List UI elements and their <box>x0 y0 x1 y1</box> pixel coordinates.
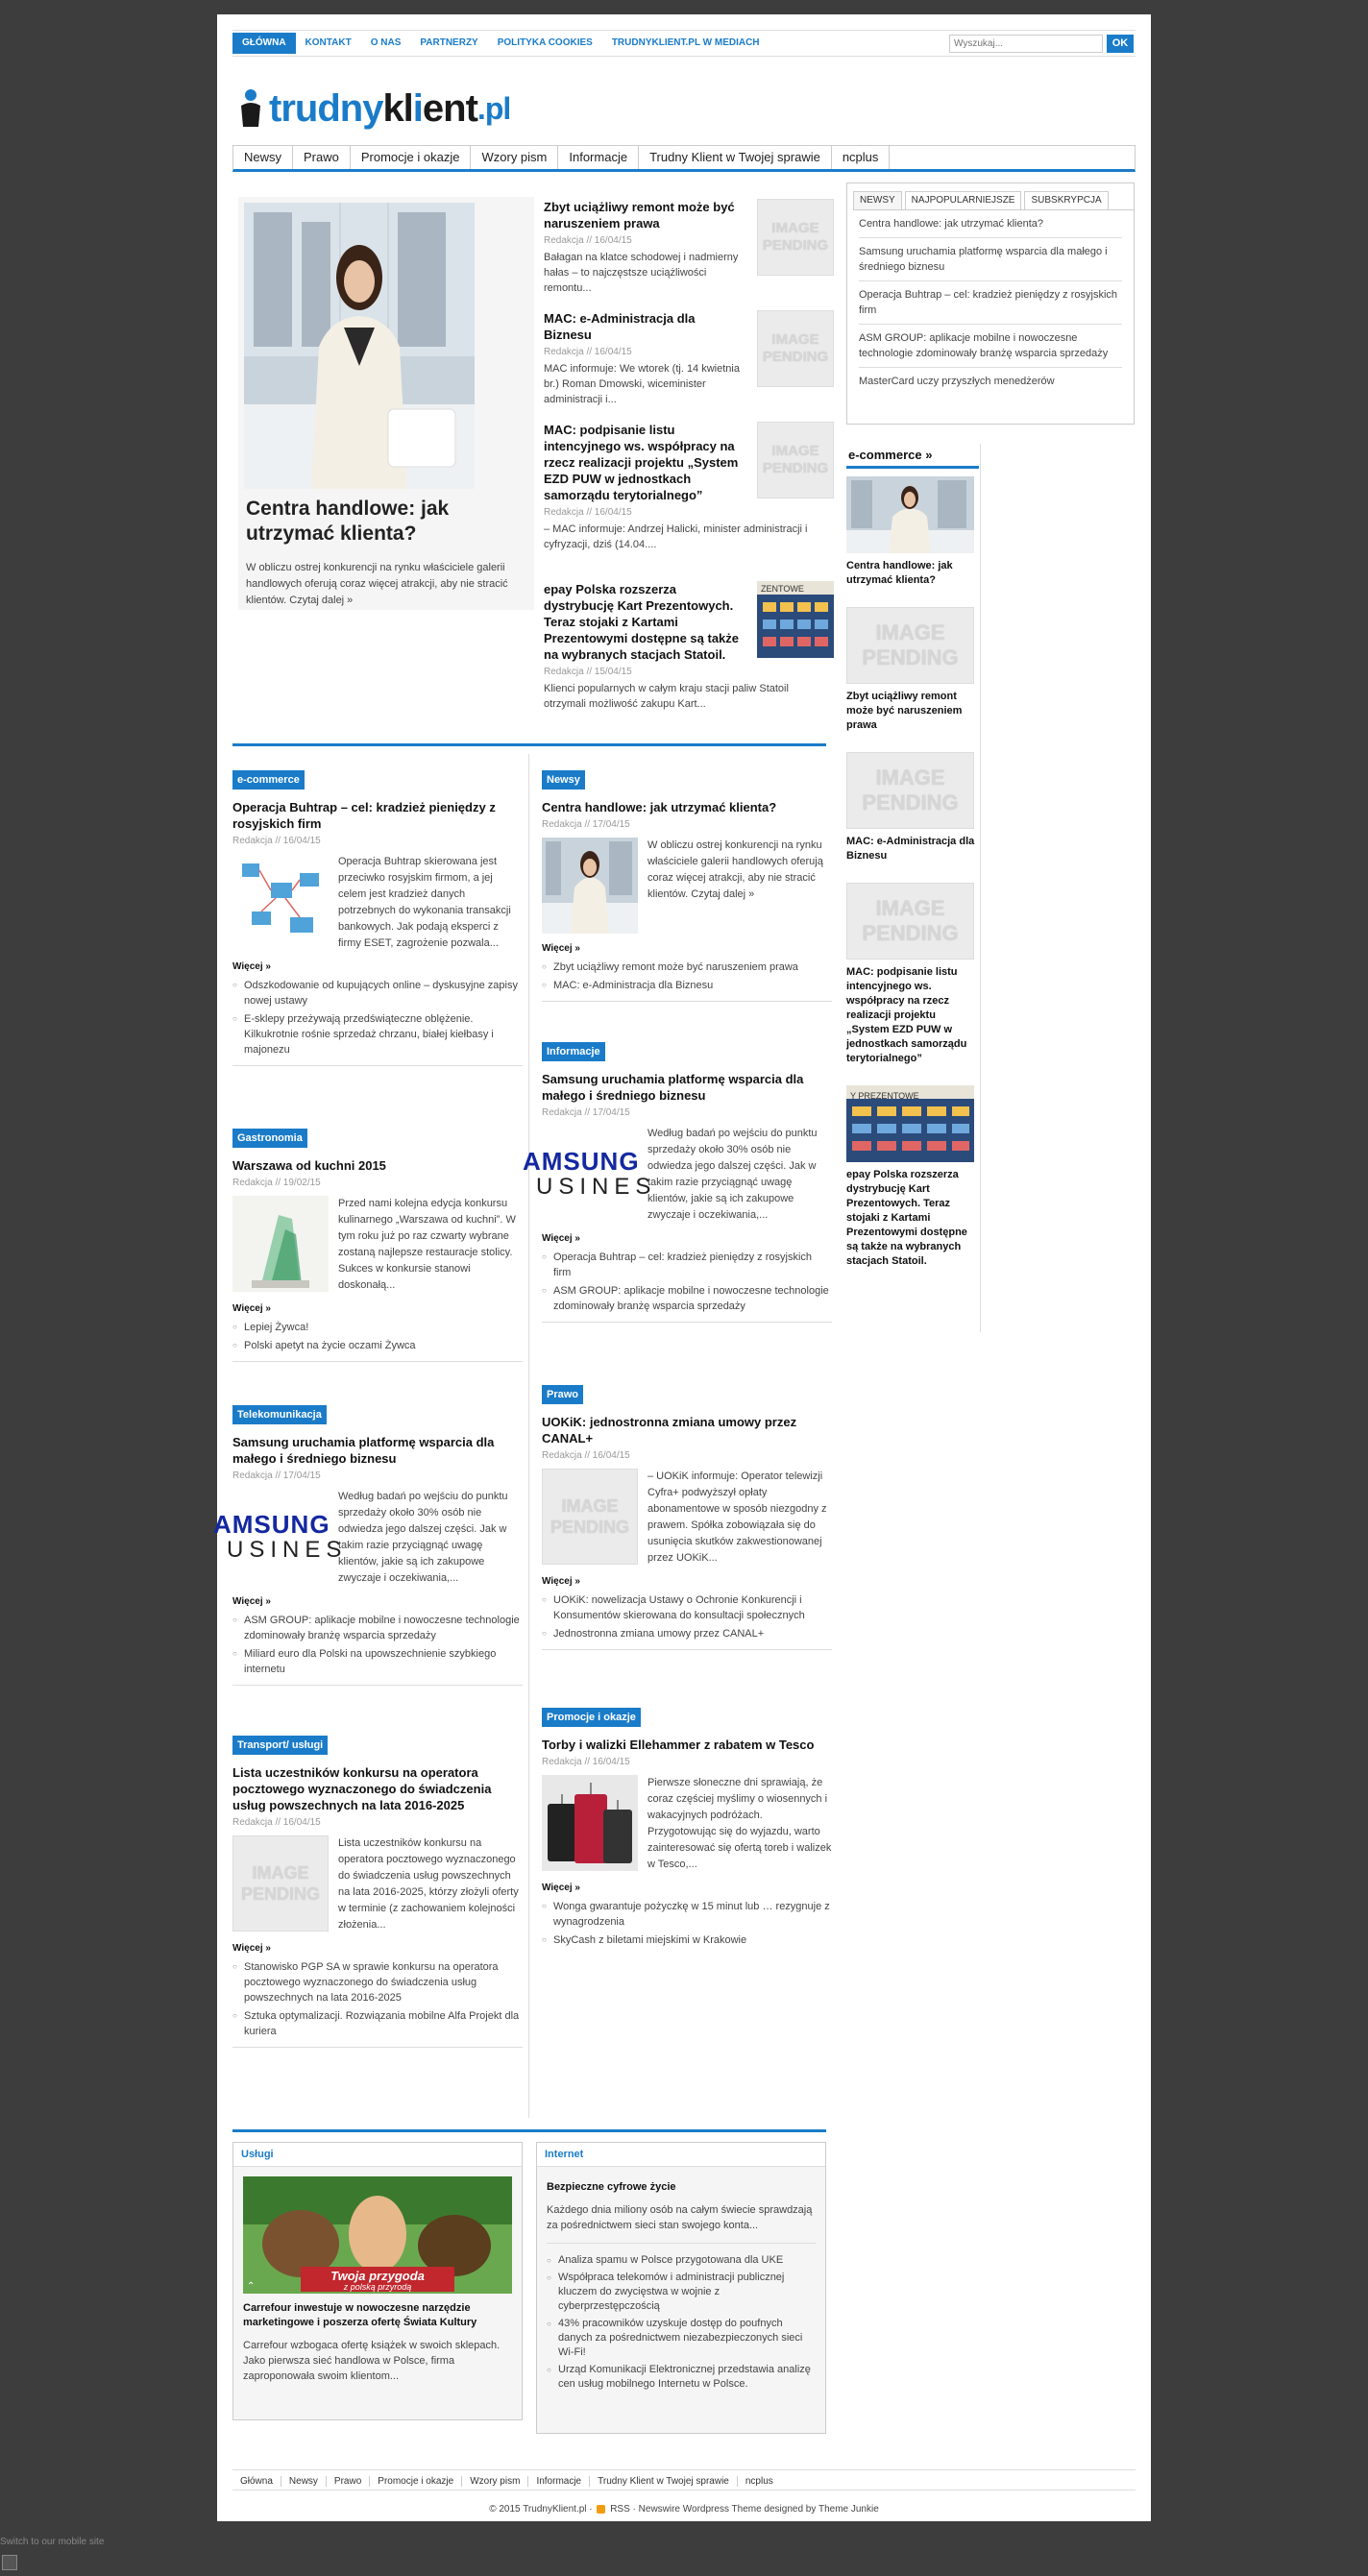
logo-part-2: kl <box>382 86 413 130</box>
category-article-excerpt: – UOKiK informuje: Operator telewizji Cyfra+ podwyższył opłaty abonamentowe w sposób niezgodny z prawem. Spółka zobowiązała się do usunięcia skutków zakwestionowanej przez UOKiK... <box>647 1470 827 1564</box>
pending-line-2: PENDING <box>862 790 959 814</box>
footer-link-label: Informacje <box>528 2476 590 2487</box>
footer-link-label: Promocje i okazje <box>370 2476 462 2487</box>
bottom-box-title[interactable]: Carrefour inwestuje w nowoczesne narzędzie marketingowe i poszerza ofertę Świata Kultury <box>243 2302 477 2328</box>
more-link[interactable]: Więcej » <box>542 1233 580 1244</box>
category-label[interactable]: Promocje i okazje <box>542 1708 641 1727</box>
category-article-excerpt: Według badań po wejściu do punktu sprzedaży około 30% osób nie odwiedza jego dalszej części. Jak w takim razie przyciągnąć uwagę klientów, jakie są ich zakupowe zwyczaje i oczekiwania,... <box>647 1128 818 1221</box>
footer-link-label: Wzory pism <box>462 2476 528 2487</box>
tab-list-item[interactable]: MasterCard uczy przyszłych menedżerów <box>859 376 1055 387</box>
category-article-meta: Redakcja // 17/04/15 <box>542 819 630 830</box>
side-article-excerpt: Klienci popularnych w całym kraju stacji paliw Statoil otrzymali możliwość zakupu Kart... <box>544 683 789 710</box>
sidebar-ecommerce-item <box>846 1085 977 1269</box>
side-article-meta: Redakcja // 15/04/15 <box>544 667 632 677</box>
category-block-newsy <box>542 770 832 1002</box>
category-label[interactable]: Newsy <box>542 770 585 790</box>
sidebar-ecommerce <box>846 444 981 1332</box>
pending-line-1: IMAGE <box>771 443 819 459</box>
logo-part-4: .pl <box>476 90 511 126</box>
samsung-business-logo[interactable] <box>523 1126 657 1222</box>
top-nav-cookies[interactable]: POLITYKA COOKIES <box>497 37 593 48</box>
footer-link-informacje[interactable] <box>528 2471 590 2489</box>
side-article-title[interactable]: epay Polska rozszerza dystrybucję Kart Prezentowych. Teraz stojaki z Kartami Prezentowymi dostępne są także na wybranych stacjach Statoil. <box>544 582 740 662</box>
bottom-box-heading[interactable]: Usługi <box>233 2143 522 2167</box>
category-block-ecommerce <box>232 770 523 1066</box>
menu-promocje[interactable]: Promocje i okazje <box>351 146 472 169</box>
divider <box>232 1065 523 1066</box>
pending-line-2: PENDING <box>550 1518 629 1537</box>
more-link[interactable]: Więcej » <box>232 961 271 972</box>
bottom-box-list <box>547 2253 816 2392</box>
divider <box>232 2129 826 2132</box>
footer-link-prawo[interactable] <box>327 2471 370 2489</box>
more-link[interactable]: Więcej » <box>232 1943 271 1954</box>
top-nav <box>232 30 1136 57</box>
sidebar-ecommerce-item <box>846 883 977 1066</box>
footer-link-trudny-klient[interactable] <box>590 2471 738 2489</box>
image-pending-thumb[interactable] <box>846 752 974 829</box>
samsung-logo-line-1: AMSUNG <box>213 1510 330 1539</box>
column-divider <box>528 754 529 2118</box>
mobile-icon[interactable] <box>2 2555 17 2570</box>
side-article-title[interactable]: Zbyt uciążliwy remont może być naruszeniem prawa <box>544 200 735 231</box>
footer-link-home[interactable] <box>232 2471 281 2489</box>
sidebar-tabs <box>846 182 1135 425</box>
logo-part-3: ent <box>422 86 477 130</box>
logo-i-glyph: i <box>412 86 423 130</box>
sidebar-item-image[interactable] <box>846 476 974 553</box>
list-item[interactable]: ○ Odszkodowanie od kupujących online – dyskusyjne zapisy nowej ustawy <box>232 978 523 1009</box>
footer-copyright <box>217 2504 1151 2515</box>
divider <box>232 1685 523 1686</box>
svg-text:ZENTOWE: ZENTOWE <box>761 584 804 594</box>
category-block-informacje <box>523 1042 832 1323</box>
samsung-business-logo[interactable] <box>213 1489 348 1585</box>
sidebar-ecommerce-item <box>846 607 977 733</box>
divider <box>542 1001 832 1002</box>
list-item[interactable]: ○ Miliard euro dla Polski na upowszechnienie szybkiego internetu <box>232 1646 523 1677</box>
footer-link-newsy[interactable] <box>281 2471 327 2489</box>
category-article-title[interactable]: UOKiK: jednostronna zmiana umowy przez CANAL+ <box>542 1415 797 1446</box>
logo-person-icon <box>238 88 263 129</box>
divider <box>232 2047 523 2048</box>
category-article-excerpt: Przed nami kolejna edycja konkursu kulinarnego „Warszawa od kuchni”. W tym roku już po raz czwarty wybrane zostaną najlepsze restauracje stolicy. Sukces w konkursie stanowi doskonałą... <box>338 1198 516 1291</box>
footer-link-label: ncplus <box>745 2476 773 2487</box>
tab-list-item[interactable]: Samsung uruchamia platformę wsparcia dla małego i średniego biznesu <box>859 238 1122 281</box>
tab-list <box>859 210 1122 395</box>
featured-read-more[interactable]: Czytaj dalej » <box>289 595 354 606</box>
side-article-meta: Redakcja // 16/04/15 <box>544 507 632 518</box>
samsung-logo-line-2: USINES <box>536 1174 657 1200</box>
category-more-list <box>232 1613 523 1677</box>
list-item[interactable]: ○ Analiza spamu w Polsce przygotowana dla UKE <box>547 2253 816 2268</box>
category-article-meta: Redakcja // 16/04/15 <box>232 836 321 846</box>
gift-card-stand-image[interactable] <box>846 1085 974 1162</box>
footer-link-label: Newsy <box>281 2476 327 2487</box>
pending-line-1: IMAGE <box>875 896 945 920</box>
category-more-list <box>542 1592 832 1641</box>
tab-list-item[interactable]: Centra handlowe: jak utrzymać klienta? <box>859 210 1122 238</box>
menu-trudny-klient[interactable]: Trudny Klient w Twojej sprawie <box>639 146 832 169</box>
image-pending-thumb[interactable] <box>757 310 834 387</box>
menu-newsy[interactable]: Newsy <box>233 146 293 169</box>
category-article-excerpt: Lista uczestników konkursu na operatora pocztowego wyznaczonego do świadczenia usług powszechnych na lata 2016-2025, którzy złożyli oferty w terminie (z zachowaniem kolejności złożenia... <box>338 1837 519 1931</box>
pending-line-1: IMAGE <box>252 1863 309 1883</box>
more-link[interactable]: Więcej » <box>542 943 580 954</box>
side-article-title[interactable]: MAC: podpisanie listu intencyjnego ws. współpracy na rzecz realizacji projektu „System EZD PUW w jednostkach samorządu terytorialnego” <box>544 423 739 502</box>
list-item[interactable]: ○ ASM GROUP: aplikacje mobilne i nowoczesne technologie zdominowały branżę wsparcia sprzedaży <box>542 1283 832 1314</box>
footer-link-label: Trudny Klient w Twojej sprawie <box>590 2476 738 2487</box>
footer-link-label: Prawo <box>327 2476 370 2487</box>
category-article-meta: Redakcja // 19/02/15 <box>232 1178 321 1188</box>
top-nav-about[interactable]: O NAS <box>370 37 402 48</box>
category-article-image[interactable] <box>542 1775 638 1871</box>
category-article-excerpt: Pierwsze słoneczne dni sprawiają, że coraz częściej myślimy o wiosennych i wakacyjnych podróżach. Przygotowując się do wyjazdu, warto zainteresować się ofertą toreb i walizek w Tesco,... <box>647 1777 832 1870</box>
category-article-title[interactable]: Torby i walizki Ellehammer z rabatem w Tesco <box>542 1738 815 1752</box>
category-more-list <box>232 1320 523 1353</box>
pending-line-2: PENDING <box>762 349 829 365</box>
divider <box>232 1361 523 1362</box>
bottom-box-heading[interactable]: Internet <box>537 2143 825 2167</box>
pending-line-1: IMAGE <box>875 766 945 790</box>
list-item[interactable]: ○ Współpraca telekomów i administracji publicznej kluczem do zwycięstwa w wojnie z cyberprzestępczością <box>547 2271 816 2314</box>
category-article-title[interactable]: Warszawa od kuchni 2015 <box>232 1158 386 1173</box>
sidebar-ecommerce-heading[interactable]: e-commerce » <box>846 444 979 469</box>
side-article-title[interactable]: MAC: e-Administracja dla Biznesu <box>544 311 696 342</box>
samsung-logo-line-1: AMSUNG <box>523 1147 640 1176</box>
footer-link-wzory[interactable] <box>462 2471 528 2489</box>
divider <box>542 1322 832 1323</box>
top-nav-home[interactable]: GŁÓWNA <box>232 33 296 54</box>
top-nav-contact[interactable]: KONTAKT <box>305 37 352 48</box>
pending-line-2: PENDING <box>862 645 959 669</box>
category-block-transport <box>232 1736 523 2048</box>
banner-text-1: Twoja przygoda <box>330 2269 425 2283</box>
pending-line-1: IMAGE <box>875 620 945 644</box>
category-article-title[interactable]: Samsung uruchamia platformę wsparcia dla małego i średniego biznesu <box>232 1435 495 1466</box>
sidebar-item-title[interactable]: Zbyt uciążliwy remont może być naruszeniem prawa <box>846 691 963 731</box>
page <box>213 14 1151 2521</box>
rss-link[interactable]: RSS <box>610 2504 630 2515</box>
sidebar-item-title[interactable]: MAC: podpisanie listu intencyjnego ws. współpracy na rzecz realizacji projektu „System EZD PUW w jednostkach samorządu terytorialnego” <box>846 966 967 1064</box>
bottom-box-uslugi <box>232 2142 523 2420</box>
side-article-meta: Redakcja // 16/04/15 <box>544 235 632 246</box>
category-label[interactable]: Prawo <box>542 1385 583 1404</box>
list-item[interactable]: ○ Wonga gwarantuje pożyczkę w 15 minut lub … rezygnuje z wynagrodzenia <box>542 1899 832 1930</box>
gift-card-banner-text: Y PREZENTOWE <box>850 1091 919 1101</box>
category-article-image[interactable] <box>232 1196 329 1292</box>
category-block-prawo <box>542 1385 832 1650</box>
more-link[interactable]: Więcej » <box>542 1883 580 1893</box>
category-more-list <box>542 1899 832 1948</box>
category-more-list <box>232 978 523 1057</box>
list-item[interactable]: ○ Polski apetyt na życie oczami Żywca <box>232 1338 523 1353</box>
sidebar-ecommerce-item <box>846 752 977 863</box>
list-item[interactable]: ○ 43% pracowników uzyskuje dostęp do poufnych danych za pośrednictwem niezabezpieczonych sieci Wi-Fi! <box>547 2317 816 2360</box>
list-item[interactable]: ○ ASM GROUP: aplikacje mobilne i nowoczesne technologie zdominowały branżę wsparcia sprzedaży <box>232 1613 523 1643</box>
image-pending-thumb[interactable] <box>757 422 834 498</box>
mobile-site-link[interactable]: Switch to our mobile site <box>0 2537 105 2547</box>
list-item[interactable]: ○ Jednostronna zmiana umowy przez CANAL+ <box>542 1626 832 1641</box>
category-article-meta: Redakcja // 17/04/15 <box>232 1470 321 1481</box>
category-article-excerpt: W obliczu ostrej konkurencji na rynku właściciele galerii handlowych oferują coraz więcej atrakcji, aby nie stracić klientów. Czytaj dalej » <box>647 839 823 900</box>
pending-line-2: PENDING <box>862 921 959 945</box>
menu-ncplus[interactable]: ncplus <box>832 146 891 169</box>
pending-line-2: PENDING <box>240 1884 320 1904</box>
category-article-meta: Redakcja // 16/04/15 <box>232 1817 321 1828</box>
bottom-box-title[interactable]: Bezpieczne cyfrowe życie <box>547 2181 676 2193</box>
copyright-text: © 2015 TrudnyKlient.pl · <box>489 2504 593 2515</box>
side-article-3 <box>544 422 834 583</box>
image-pending-thumb[interactable] <box>846 883 974 960</box>
search-input[interactable] <box>949 35 1103 53</box>
tab-list-item[interactable]: Operacja Buhtrap – cel: kradzież pieniędzy z rosyjskich firm <box>859 281 1122 325</box>
sidebar-item-title[interactable]: Centra handlowe: jak utrzymać klienta? <box>846 560 953 586</box>
menu-prawo[interactable]: Prawo <box>293 146 351 169</box>
category-label[interactable]: e-commerce <box>232 770 305 790</box>
menu-informacje[interactable]: Informacje <box>558 146 639 169</box>
list-item[interactable]: ○ SkyCash z biletami miejskimi w Krakowie <box>542 1932 832 1948</box>
featured-excerpt-text: W obliczu ostrej konkurencji na rynku właściciele galerii handlowych oferują coraz więcej atrakcji, aby nie stracić klientów. <box>246 562 508 606</box>
pending-line-1: IMAGE <box>771 331 819 348</box>
category-article-image[interactable] <box>232 854 329 950</box>
credit-text: · Newswire Wordpress Theme designed by Theme Junkie <box>632 2504 879 2515</box>
pending-line-1: IMAGE <box>771 220 819 236</box>
sidebar-item-title[interactable]: epay Polska rozszerza dystrybucję Kart Prezentowych. Teraz stojaki z Kartami Prezentowymi dostępne są także na wybranych stacjach Statoil. <box>846 1169 967 1267</box>
main-menu <box>232 145 1136 172</box>
category-article-title[interactable]: Samsung uruchamia platformę wsparcia dla małego i średniego biznesu <box>542 1072 804 1103</box>
footer-link-promocje[interactable] <box>370 2471 462 2489</box>
category-more-list <box>542 1250 832 1314</box>
category-article-image[interactable] <box>542 838 638 934</box>
category-article-title[interactable]: Operacja Buhtrap – cel: kradzież pieniędzy z rosyjskich firm <box>232 800 496 831</box>
divider <box>232 743 826 746</box>
bottom-box-internet <box>536 2142 826 2434</box>
image-pending-thumb[interactable] <box>846 607 974 684</box>
logo-part-1: trudny <box>269 86 383 130</box>
featured-image[interactable] <box>244 203 475 489</box>
category-article-excerpt: Według badań po wejściu do punktu sprzedaży około 30% osób nie odwiedza jego dalszej części. Jak w takim razie przyciągnąć uwagę klientów, jakie są ich zakupowe zwyczaje i oczekiwania,... <box>338 1491 508 1584</box>
tab-subscribe[interactable]: SUBSKRYPCJA <box>1024 191 1108 209</box>
bottom-box-excerpt: Każdego dnia miliony osób na całym świecie sprawdzają za pośrednictwem sieci stan swojego konta... <box>547 2204 813 2231</box>
side-article-meta: Redakcja // 16/04/15 <box>544 347 632 357</box>
tab-popular[interactable]: NAJPOPULARNIEJSZE <box>905 191 1022 209</box>
category-label[interactable]: Gastronomia <box>232 1129 307 1148</box>
divider <box>542 1649 832 1650</box>
list-item[interactable]: ○ Lepiej Żywca! <box>232 1320 523 1335</box>
image-pending-thumb[interactable] <box>542 1469 638 1565</box>
bottom-box-image[interactable] <box>243 2176 512 2294</box>
category-block-gastronomia <box>232 1129 523 1362</box>
category-article-meta: Redakcja // 16/04/15 <box>542 1450 630 1461</box>
more-link[interactable]: Więcej » <box>232 1303 271 1314</box>
category-more-list <box>542 960 832 993</box>
side-article-excerpt: – MAC informuje: Andrzej Halicki, minister administracji i cyfryzacji, dziś (14.04.... <box>544 523 808 550</box>
banner-text-2: z polską przyrodą <box>343 2282 412 2292</box>
side-article-1 <box>544 199 834 304</box>
tab-newsy[interactable]: NEWSY <box>853 191 902 209</box>
pending-line-1: IMAGE <box>561 1496 619 1516</box>
search-button[interactable]: OK <box>1107 35 1134 53</box>
list-item[interactable]: ○ MAC: e-Administracja dla Biznesu <box>542 978 832 993</box>
featured-excerpt <box>246 560 525 609</box>
divider <box>547 2243 816 2244</box>
category-label[interactable]: Informacje <box>542 1042 605 1061</box>
list-item[interactable]: ○ Operacja Buhtrap – cel: kradzież pieniędzy z rosyjskich firm <box>542 1250 832 1280</box>
category-label[interactable]: Transport/ usługi <box>232 1736 328 1755</box>
top-nav-partners[interactable]: PARTNERZY <box>420 37 478 48</box>
category-more-list <box>232 1959 523 2039</box>
featured-title[interactable]: Centra handlowe: jak utrzymać klienta? <box>246 498 450 545</box>
category-article-excerpt: Operacja Buhtrap skierowana jest przeciwko rosyjskim firmom, a jej celem jest kradzież danych potrzebnych do wykonania transakcji bankowych. Jak podają eksperci z firmy ESET, zagrożenie pozwala... <box>338 856 511 949</box>
site-logo[interactable] <box>238 80 565 137</box>
samsung-logo-line-2: USINES <box>227 1537 348 1563</box>
footer-nav <box>232 2469 1136 2491</box>
featured-article <box>238 197 534 610</box>
category-block-telekomunikacja <box>213 1405 523 1686</box>
category-article-meta: Redakcja // 17/04/15 <box>542 1107 630 1118</box>
list-item[interactable]: ○ Urząd Komunikacji Elektronicznej przedstawia analizę cen usług mobilnego Internetu w Polsce. <box>547 2363 816 2392</box>
side-article-excerpt: Bałagan na klatce schodowej i nadmierny hałas – to najczęstsze uciążliwości remontu... <box>544 252 739 294</box>
more-link[interactable]: Więcej » <box>232 1596 271 1607</box>
tab-list-item[interactable]: ASM GROUP: aplikacje mobilne i nowoczesne technologie zdominowały branżę wsparcia sprzedaży <box>859 325 1122 368</box>
menu-wzory[interactable]: Wzory pism <box>471 146 558 169</box>
side-article-excerpt: MAC informuje: We wtorek (tj. 14 kwietnia br.) Roman Dmowski, wiceminister administracji i... <box>544 363 740 405</box>
list-item[interactable]: ○ UOKiK: nowelizacja Ustawy o Ochronie Konkurencji i Konsumentów skierowana do konsultacji społecznych <box>542 1592 832 1623</box>
bottom-box-excerpt: Carrefour wzbogaca ofertę książek w swoich sklepach. Jako pierwsza sieć handlowa w Polsce, firma zaproponowała swoim klientom... <box>243 2340 501 2382</box>
rss-icon[interactable] <box>597 2505 605 2514</box>
list-item[interactable]: ○ Stanowisko PGP SA w sprawie konkursu na operatora pocztowego wyznaczonego do świadczenia usług powszechnych na lata 2016-2025 <box>232 1959 523 2005</box>
list-item[interactable]: ○ Zbyt uciążliwy remont może być naruszeniem prawa <box>542 960 832 975</box>
chevron-up-icon[interactable]: ⌃ <box>247 2281 256 2292</box>
category-block-promocje <box>542 1708 832 1951</box>
list-item[interactable]: ○ Sztuka optymalizacji. Rozwiązania mobilne Alfa Projekt dla kuriera <box>232 2008 523 2039</box>
tab-headers <box>853 191 1134 210</box>
side-article-2 <box>544 310 834 416</box>
category-article-meta: Redakcja // 16/04/15 <box>542 1757 630 1767</box>
sidebar-item-title[interactable]: MAC: e-Administracja dla Biznesu <box>846 836 975 862</box>
list-item[interactable]: ○ E-sklepy przeżywają przedświąteczne oblężenie. Kilkukrotnie rośnie sprzedaż chrzanu, białej kiełbasy i majonezu <box>232 1011 523 1057</box>
pending-line-2: PENDING <box>762 460 829 476</box>
category-article-title[interactable]: Lista uczestników konkursu na operatora pocztowego wyznaczonego do świadczenia usług powszechnych na lata 2016-2025 <box>232 1765 492 1812</box>
more-link[interactable]: Więcej » <box>542 1576 580 1587</box>
footer-link-label: Główna <box>232 2476 281 2487</box>
category-label[interactable]: Telekomunikacja <box>232 1405 327 1424</box>
image-pending-thumb[interactable] <box>232 1835 329 1932</box>
footer-link-ncplus[interactable] <box>738 2471 781 2489</box>
image-pending-thumb[interactable] <box>757 199 834 276</box>
top-nav-media[interactable]: TRUDNYKLIENT.PL W MEDIACH <box>611 37 760 48</box>
pending-line-2: PENDING <box>762 237 829 254</box>
category-article-title[interactable]: Centra handlowe: jak utrzymać klienta? <box>542 800 777 814</box>
sidebar-ecommerce-item <box>846 476 977 588</box>
gift-card-stand-image[interactable] <box>757 581 834 658</box>
side-article-4 <box>544 581 834 735</box>
